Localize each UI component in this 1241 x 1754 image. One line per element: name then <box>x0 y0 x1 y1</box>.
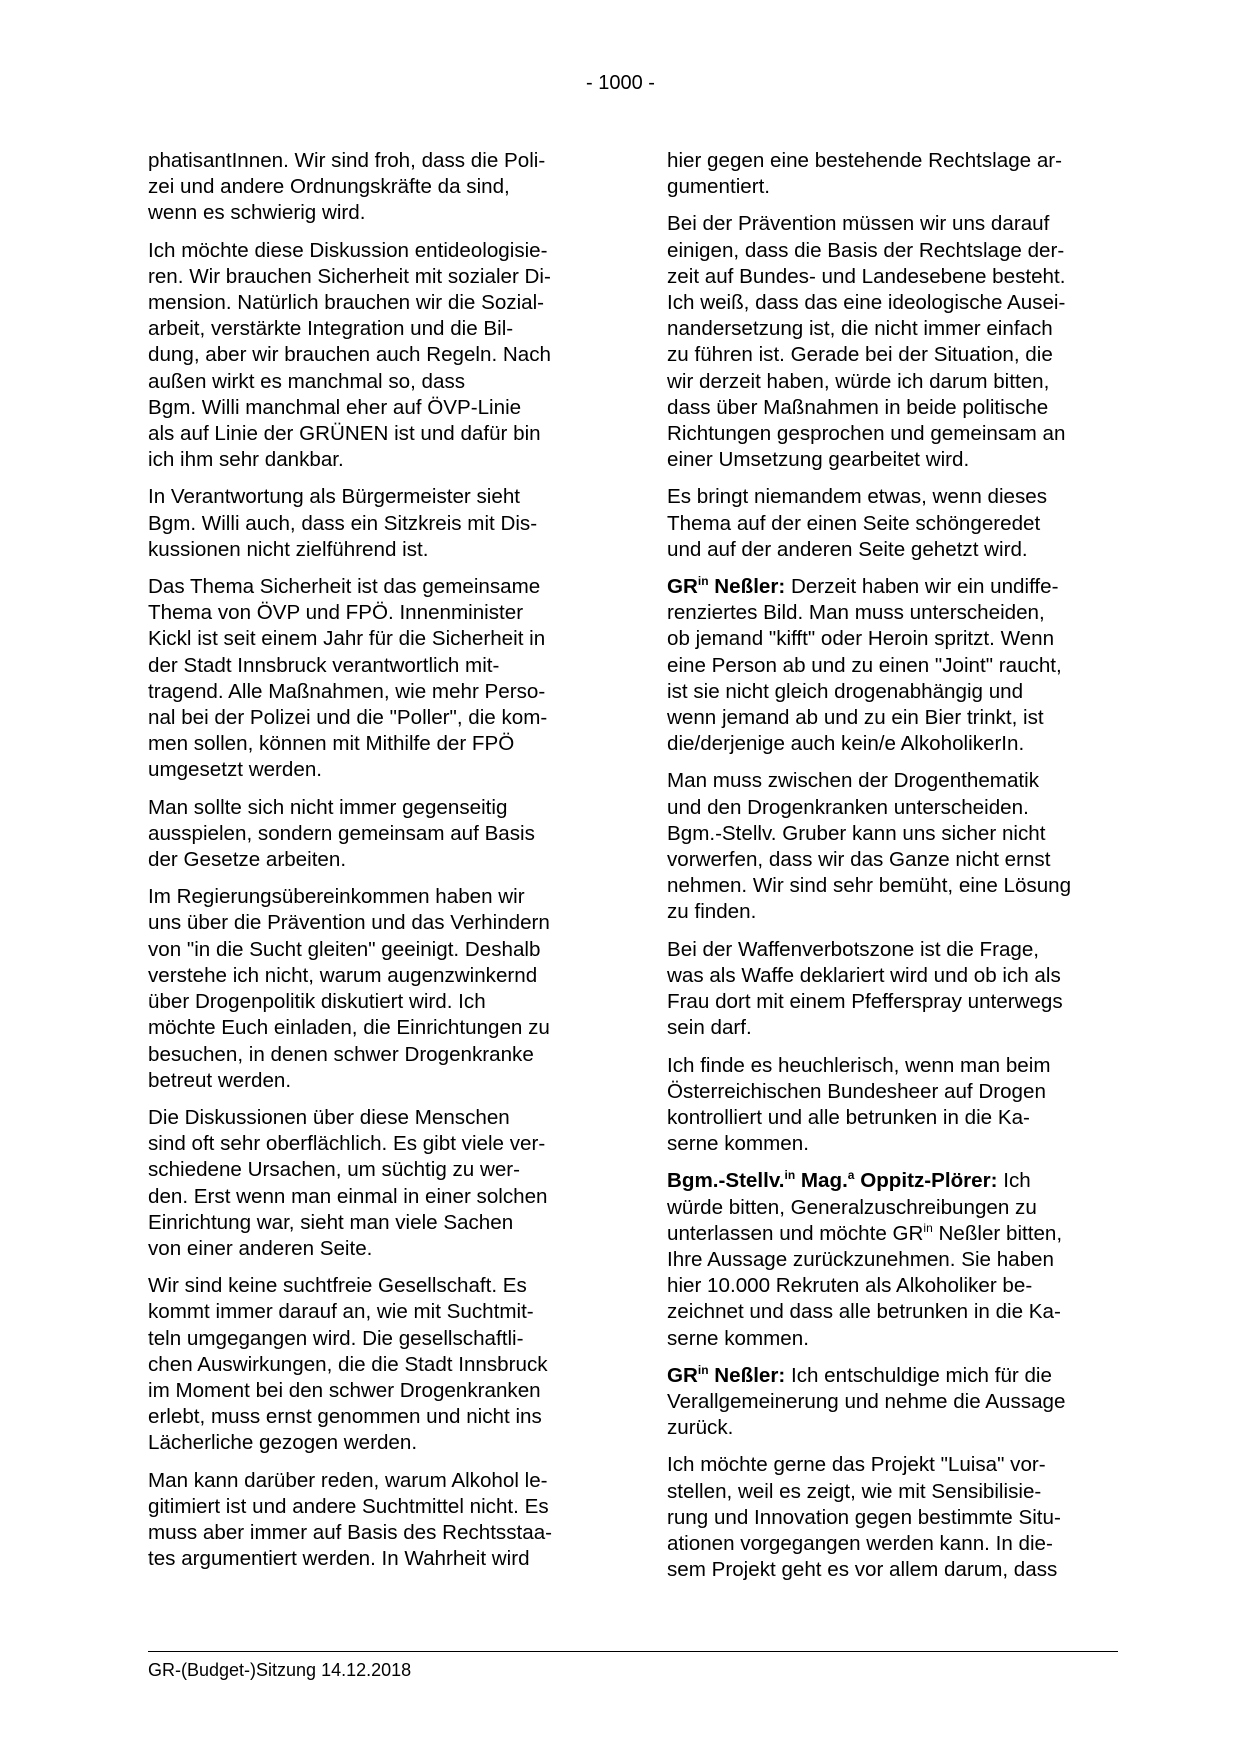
footer-text: GR-(Budget-)Sitzung 14.12.2018 <box>148 1660 412 1680</box>
speech-paragraph: Bgm.-Stellv.$^{in}$ Mag.$^a$ Oppitz-Plörer: Ich würde bitten, Generalzuschreibungen zu unterlassen und möchte $GR^{in}$ Neßler bitten, Ihre Aussage zurückzunehmen. Sie haben hier 10.000 Rekruten als Alkoholiker be- zeichnet und dass alle betrunken in die Ka- serne kommen. <box>667 1168 1063 1350</box>
paragraph: Man kann darüber reden, warum Alkohol le- gitimiert ist und andere Suchtmittel nicht. Es muss aber immer auf Basis des Rechtsstaa- tes argumentiert werden. In Wahrheit wird <box>148 1468 553 1571</box>
paragraph: Es bringt niemandem etwas, wenn dieses Thema auf der einen Seite schöngeredet und auf der anderen Seite gehetzt wird. <box>667 485 1048 561</box>
paragraph: Im Regierungsübereinkommen haben wir uns über die Prävention und das Verhindern von "in die Sucht gleiten" geeinigt. Deshalb verstehe ich nicht, warum augenzwinkernd über Drogenpolitik diskutiert wird. Ich möchte Euch einladen, die Einrichtungen zu besuchen, in denen schwer Drogenkranke betreut werden. <box>148 885 550 1092</box>
paragraph: Das Thema Sicherheit ist das gemeinsame Thema von ÖVP und FPÖ. Innenminister Kickl ist seit einem Jahr für die Sicherheit in der Stadt Innsbruck verantwortlich mit- tragend. Alle Maßnahmen, wie mehr Perso- nal bei der Polizei und die "Poller", die kom- men sollen, können mit Mithilfe der FPÖ umgesetzt werden. <box>148 575 548 782</box>
paragraph: Man muss zwischen der Drogenthematik und den Drogenkranken unterscheiden. Bgm.-Stellv. Gruber kann uns sicher nicht vorwerfen, dass wir das Ganze nicht ernst nehmen. Wir sind sehr bemüht, eine Lösung zu finden. <box>667 769 1072 924</box>
speech-paragraph <box>667 1363 1122 1442</box>
page-number: - 1000 - <box>586 72 655 94</box>
paragraph: Ich finde es heuchlerisch, wenn man beim Österreichischen Bundesheer auf Drogen kontrolliert und alle betrunken in die Ka- serne kommen. <box>667 1053 1051 1156</box>
speech-text: Derzeit haben wir ein undiffe- renziertes Bild. Man muss unterscheiden, ob jemand "kifft" oder Heroin spritzt. Wenn eine Person ab und zu einen "Joint" raucht, ist sie nicht gleich drogenabhängig und wenn jemand ab und zu ein Bier trinkt, ist die/derjenige auch kein/e AlkoholikerIn. <box>667 575 1062 756</box>
left-column <box>148 148 598 1583</box>
paragraph: phatisantInnen. Wir sind froh, dass die Poli- zei und andere Ordnungskräfte da sind, wenn es schwierig wird. <box>148 149 546 225</box>
paragraph: In Verantwortung als Bürgermeister sieht Bgm. Willi auch, dass ein Sitzkreis mit Dis- kussionen nicht zielführend ist. <box>148 485 538 561</box>
right-column <box>667 148 1122 1594</box>
paragraph: hier gegen eine bestehende Rechtslage ar- gumentiert. <box>667 149 1062 199</box>
footer-divider <box>148 1651 1118 1652</box>
speech-text: Ich entschuldige mich für die Verallgemeinerung und nehme die Aussage zurück. <box>667 1363 1066 1440</box>
paragraph: Wir sind keine suchtfreie Gesellschaft. Es kommt immer darauf an, wie mit Suchtmit- teln umgegangen wird. Die gesellschaftli- chen Auswirkungen, die die Stadt Innsbruck im Moment bei den schwer Drogenkranken erlebt, muss ernst genommen und nicht ins Lächerliche gezogen werden. <box>148 1274 548 1455</box>
paragraph: Ich möchte diese Diskussion entideologisie- ren. Wir brauchen Sicherheit mit sozialer Di- mension. Natürlich brauchen wir die Sozial- arbeit, verstärkte Integration und die Bil- dung, aber wir brauchen auch Regeln. Nach außen wirkt es manchmal so, dass Bgm. Willi manchmal eher auf ÖVP-Linie als auf Linie der GRÜNEN ist und dafür bin ich ihm sehr dankbar. <box>148 238 551 472</box>
speaker-name: $GR^{in}$ Neßler: <box>667 574 786 599</box>
paragraph: Ich möchte gerne das Projekt "Luisa" vor- stellen, weil es zeigt, wie mit Sensibilisie- rung und Innovation gegen bestimmte Situ- ationen vorgegangen werden kann. In die- sem Projekt geht es vor allem darum, dass <box>667 1453 1061 1582</box>
paragraph: Die Diskussionen über diese Menschen sind oft sehr oberflächlich. Es gibt viele ver- schiedene Ursachen, um süchtig zu wer- den. Erst wenn man einmal in einer solchen Einrichtung war, sieht man viele Sachen von einer anderen Seite. <box>148 1105 548 1260</box>
paragraph: Man sollte sich nicht immer gegenseitig ausspielen, sondern gemeinsam auf Basis der Gesetze arbeiten. <box>148 795 535 872</box>
paragraph: Bei der Waffenverbotszone ist die Frage, was als Waffe deklariert wird und ob ich als Frau dort mit einem Pfefferspray unterwegs sein darf. <box>667 937 1063 1040</box>
speech-text: Ich würde bitten, Generalzuschreibungen zu unterlassen und möchte GR <box>667 1169 1037 1245</box>
speech-text: Neßler bitten, Ihre Aussage zurückzunehmen. Sie haben hier 10.000 Rekruten als Alkoholiker be- zeichnet und dass alle betrunken in die Ka- serne kommen. <box>667 1221 1063 1350</box>
speaker-name: Bgm.-Stellv.$^{in}$ Mag.$^a$ Oppitz-Plörer: <box>667 1168 998 1193</box>
speech-paragraph <box>667 574 1122 757</box>
speaker-name: $GR^{in}$ Neßler: <box>667 1362 786 1387</box>
paragraph: Bei der Prävention müssen wir uns darauf einigen, dass die Basis der Rechtslage der- zeit auf Bundes- und Landesebene besteht. Ich weiß, dass das eine ideologische Ausei- nandersetzung ist, die nicht immer einfach zu führen ist. Gerade bei der Situation, die wir derzeit haben, würde ich darum bitten, dass über Maßnahmen in beide politische Richtungen gesprochen und gemeinsam an einer Umsetzung gearbeitet wird. <box>667 212 1066 472</box>
